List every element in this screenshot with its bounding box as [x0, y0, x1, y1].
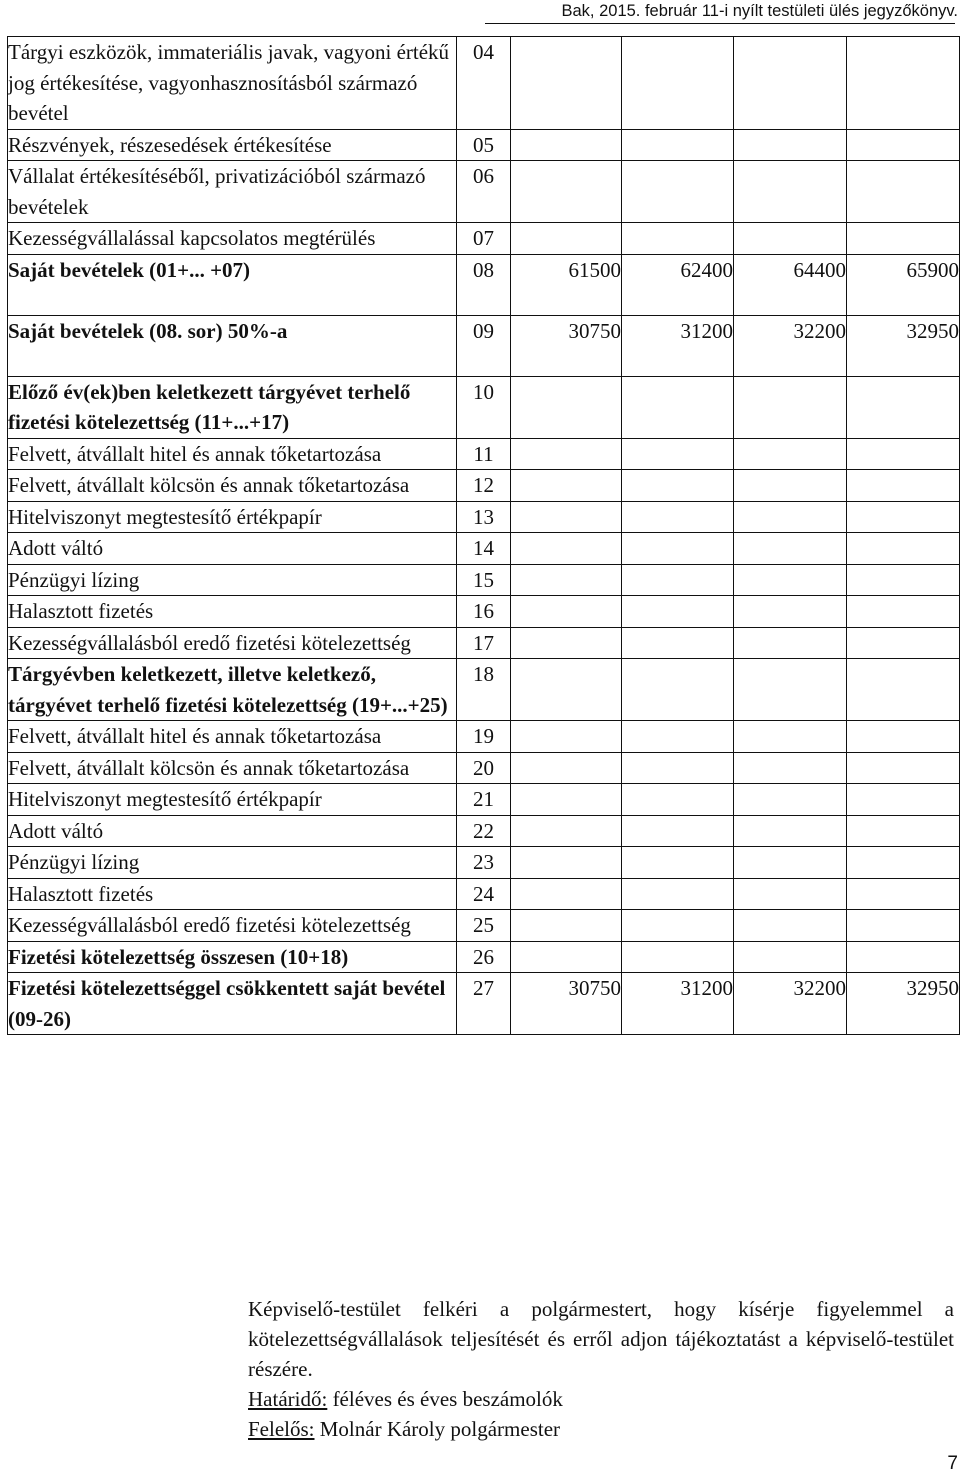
row-label: Pénzügyi lízing [8, 564, 457, 596]
row-value-3 [734, 847, 847, 879]
row-label: Kezességvállalásból eredő fizetési kötelezettség [8, 627, 457, 659]
row-value-3 [734, 501, 847, 533]
table-row [8, 847, 960, 879]
row-label: Saját bevételek (08. sor) 50%-a [8, 315, 457, 376]
page-number: 7 [947, 1453, 958, 1474]
table-row [8, 315, 960, 376]
row-code: 12 [457, 470, 511, 502]
row-value-2: 62400 [622, 254, 734, 315]
debt-capacity-table [7, 36, 960, 1035]
deadline-line [248, 1384, 954, 1414]
row-label: Előző év(ek)ben keletkezett tárgyévet terhelő fizetési kötelezettség (11+...+17) [8, 376, 457, 438]
row-value-3 [734, 376, 847, 438]
row-value-3: 32200 [734, 315, 847, 376]
row-code: 21 [457, 784, 511, 816]
row-value-2 [622, 752, 734, 784]
row-code: 18 [457, 659, 511, 721]
row-code: 26 [457, 941, 511, 973]
row-code: 10 [457, 376, 511, 438]
row-code: 16 [457, 596, 511, 628]
row-value-2 [622, 878, 734, 910]
row-value-4 [847, 815, 960, 847]
row-code: 13 [457, 501, 511, 533]
row-value-3 [734, 815, 847, 847]
table-row [8, 752, 960, 784]
row-value-1 [511, 129, 622, 161]
row-value-4 [847, 533, 960, 565]
row-value-2 [622, 627, 734, 659]
row-value-1 [511, 910, 622, 942]
row-value-3 [734, 37, 847, 130]
row-code: 06 [457, 161, 511, 223]
table-row [8, 564, 960, 596]
row-value-4 [847, 501, 960, 533]
row-value-3 [734, 910, 847, 942]
row-label: Kezességvállalásból eredő fizetési kötelezettség [8, 910, 457, 942]
row-label: Részvények, részesedések értékesítése [8, 129, 457, 161]
row-label: Adott váltó [8, 533, 457, 565]
row-label: Fizetési kötelezettség összesen (10+18) [8, 941, 457, 973]
row-label: Felvett, átvállalt hitel és annak tőketartozása [8, 721, 457, 753]
table-body [8, 37, 960, 1035]
row-value-2 [622, 815, 734, 847]
row-value-2 [622, 910, 734, 942]
row-value-1 [511, 847, 622, 879]
row-value-4 [847, 376, 960, 438]
row-value-2 [622, 596, 734, 628]
row-value-4 [847, 752, 960, 784]
table-row [8, 438, 960, 470]
row-value-3 [734, 129, 847, 161]
row-value-3 [734, 784, 847, 816]
row-code: 15 [457, 564, 511, 596]
row-value-1 [511, 721, 622, 753]
row-value-4 [847, 596, 960, 628]
table-row [8, 161, 960, 223]
row-value-2 [622, 376, 734, 438]
row-value-4 [847, 784, 960, 816]
row-value-1 [511, 501, 622, 533]
row-code: 23 [457, 847, 511, 879]
row-value-2 [622, 941, 734, 973]
row-value-2 [622, 223, 734, 255]
row-value-3 [734, 470, 847, 502]
row-value-4 [847, 37, 960, 130]
row-value-1 [511, 596, 622, 628]
row-value-1 [511, 752, 622, 784]
row-value-1: 61500 [511, 254, 622, 315]
table-row [8, 627, 960, 659]
row-label: Fizetési kötelezettséggel csökkentett saját bevétel (09-26) [8, 973, 457, 1035]
row-label: Halasztott fizetés [8, 596, 457, 628]
row-code: 11 [457, 438, 511, 470]
row-value-1 [511, 161, 622, 223]
row-value-3 [734, 564, 847, 596]
row-code: 24 [457, 878, 511, 910]
row-value-1 [511, 470, 622, 502]
row-value-4 [847, 847, 960, 879]
row-value-3 [734, 596, 847, 628]
row-label: Adott váltó [8, 815, 457, 847]
table-row [8, 659, 960, 721]
table-row [8, 376, 960, 438]
row-value-1 [511, 376, 622, 438]
row-value-2 [622, 470, 734, 502]
row-value-4 [847, 878, 960, 910]
row-label: Vállalat értékesítéséből, privatizációból származó bevételek [8, 161, 457, 223]
table-row [8, 129, 960, 161]
row-value-2 [622, 501, 734, 533]
table-row [8, 254, 960, 315]
row-value-2 [622, 161, 734, 223]
row-value-4 [847, 470, 960, 502]
row-value-1 [511, 37, 622, 130]
row-value-3 [734, 533, 847, 565]
row-code: 22 [457, 815, 511, 847]
row-code: 09 [457, 315, 511, 376]
row-code: 19 [457, 721, 511, 753]
row-value-3 [734, 878, 847, 910]
row-code: 20 [457, 752, 511, 784]
row-value-3 [734, 161, 847, 223]
row-code: 05 [457, 129, 511, 161]
resolution-note [248, 1294, 954, 1444]
row-value-2 [622, 438, 734, 470]
table-row [8, 910, 960, 942]
row-value-2 [622, 564, 734, 596]
row-label: Pénzügyi lízing [8, 847, 457, 879]
row-code: 04 [457, 37, 511, 130]
row-value-2 [622, 784, 734, 816]
row-value-4 [847, 564, 960, 596]
responsible-value: Molnár Károly polgármester [314, 1417, 561, 1441]
responsible-label: Felelős: [248, 1417, 315, 1441]
table-row [8, 878, 960, 910]
table-row [8, 37, 960, 130]
row-label: Saját bevételek (01+... +07) [8, 254, 457, 315]
row-label: Hitelviszonyt megtestesítő értékpapír [8, 501, 457, 533]
row-value-1 [511, 815, 622, 847]
row-value-3 [734, 438, 847, 470]
row-value-3 [734, 659, 847, 721]
row-label: Halasztott fizetés [8, 878, 457, 910]
table-row [8, 533, 960, 565]
row-code: 27 [457, 973, 511, 1035]
row-value-1: 30750 [511, 315, 622, 376]
row-value-4 [847, 161, 960, 223]
row-value-2: 31200 [622, 315, 734, 376]
row-value-3 [734, 223, 847, 255]
row-code: 17 [457, 627, 511, 659]
row-value-3 [734, 627, 847, 659]
row-value-3 [734, 752, 847, 784]
header-rule [485, 23, 955, 24]
row-value-2 [622, 37, 734, 130]
page-header: Bak, 2015. február 11-i nyílt testületi ülés jegyzőkönyv. [561, 2, 958, 20]
row-value-4: 32950 [847, 973, 960, 1035]
row-value-1 [511, 564, 622, 596]
row-value-2 [622, 659, 734, 721]
row-value-4 [847, 941, 960, 973]
row-value-3 [734, 941, 847, 973]
row-code: 08 [457, 254, 511, 315]
row-code: 07 [457, 223, 511, 255]
table-row [8, 223, 960, 255]
table-row [8, 721, 960, 753]
row-label: Kezességvállalással kapcsolatos megtérülés [8, 223, 457, 255]
table-row [8, 973, 960, 1035]
row-value-3 [734, 721, 847, 753]
row-value-1 [511, 941, 622, 973]
row-value-4 [847, 223, 960, 255]
table-row [8, 941, 960, 973]
table-row [8, 501, 960, 533]
row-label: Hitelviszonyt megtestesítő értékpapír [8, 784, 457, 816]
row-value-1 [511, 784, 622, 816]
row-value-2 [622, 129, 734, 161]
row-value-1 [511, 659, 622, 721]
row-label: Felvett, átvállalt kölcsön és annak tőketartozása [8, 470, 457, 502]
table-row [8, 596, 960, 628]
row-value-2 [622, 847, 734, 879]
deadline-label: Határidő: [248, 1387, 328, 1411]
row-value-3: 32200 [734, 973, 847, 1035]
row-value-4 [847, 721, 960, 753]
row-value-2 [622, 721, 734, 753]
row-value-1: 30750 [511, 973, 622, 1035]
row-value-4: 32950 [847, 315, 960, 376]
row-value-2 [622, 533, 734, 565]
row-value-4 [847, 627, 960, 659]
row-label: Tárgyévben keletkezett, illetve keletkező, tárgyévet terhelő fizetési kötelezettség (19+...+25) [8, 659, 457, 721]
row-code: 14 [457, 533, 511, 565]
row-value-1 [511, 223, 622, 255]
row-label: Tárgyi eszközök, immateriális javak, vagyoni értékű jog értékesítése, vagyonhasznosításból származó bevétel [8, 37, 457, 130]
table-row [8, 470, 960, 502]
row-value-2: 31200 [622, 973, 734, 1035]
row-label: Felvett, átvállalt kölcsön és annak tőketartozása [8, 752, 457, 784]
row-code: 25 [457, 910, 511, 942]
responsible-line [248, 1414, 954, 1444]
row-label: Felvett, átvállalt hitel és annak tőketartozása [8, 438, 457, 470]
row-value-1 [511, 438, 622, 470]
row-value-4 [847, 659, 960, 721]
row-value-1 [511, 627, 622, 659]
table-row [8, 784, 960, 816]
row-value-1 [511, 878, 622, 910]
row-value-4 [847, 129, 960, 161]
row-value-4 [847, 438, 960, 470]
row-value-4: 65900 [847, 254, 960, 315]
row-value-4 [847, 910, 960, 942]
table-row [8, 815, 960, 847]
note-paragraph: Képviselő-testület felkéri a polgármestert, hogy kísérje figyelemmel a kötelezettségvállalások teljesítését és erről adjon tájékoztatást a képviselő-testület részére. [248, 1297, 954, 1381]
row-value-3: 64400 [734, 254, 847, 315]
deadline-value: féléves és éves beszámolók [327, 1387, 563, 1411]
row-value-1 [511, 533, 622, 565]
